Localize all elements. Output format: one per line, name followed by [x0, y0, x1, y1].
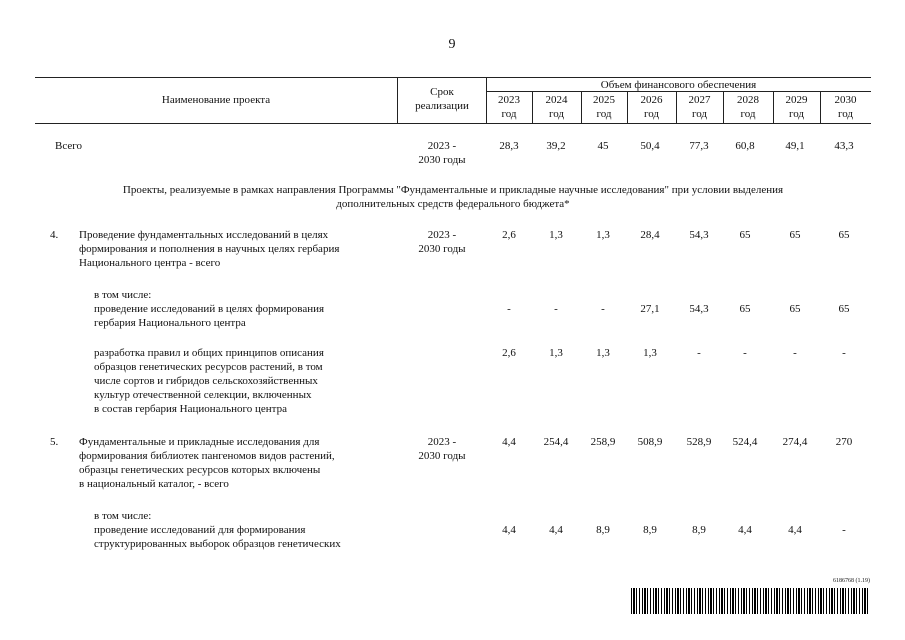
row-value: 1,3	[549, 229, 563, 241]
row-value: 4,4	[549, 524, 563, 536]
row-value: 2,6	[502, 229, 516, 241]
row-number: 5.	[50, 436, 59, 448]
row-value: -	[793, 347, 797, 359]
header-year: 2026 год	[640, 94, 663, 120]
header-year: 2025 год	[593, 94, 615, 120]
barcode-code: 6186768 (1.19)	[833, 578, 870, 584]
row-value: 27,1	[640, 303, 660, 315]
header-year: 2030 год	[834, 94, 857, 120]
header-year: 2027 год	[688, 94, 711, 120]
row-value: 8,9	[596, 524, 610, 536]
header-divider	[397, 77, 398, 123]
header-year: 2028 год	[737, 94, 759, 120]
row-description: Фундаментальные и прикладные исследования для формирования библиотек пангеномов видов растений, образцы генетических ресурсов которых включены в национальный каталог, - всего	[79, 436, 335, 490]
row-value: 270	[835, 436, 853, 448]
header-year: 2023 год	[498, 94, 520, 120]
row-value: 65	[739, 229, 751, 241]
row-value: 1,3	[596, 229, 610, 241]
row-value: 54,3	[689, 229, 709, 241]
row-value: 1,3	[643, 347, 657, 359]
total-value: 60,8	[735, 140, 755, 152]
row-value: -	[743, 347, 747, 359]
header-term: Срок реализации	[415, 86, 469, 112]
barcode-image	[631, 588, 869, 614]
row-value: 524,4	[732, 436, 758, 448]
row-value: 65	[789, 303, 801, 315]
row-value: 2,6	[502, 347, 516, 359]
total-value: 43,3	[834, 140, 854, 152]
row-value: 65	[838, 229, 850, 241]
row-value: -	[842, 347, 846, 359]
total-value: 49,1	[785, 140, 805, 152]
row-value: 8,9	[643, 524, 657, 536]
row-value: -	[697, 347, 701, 359]
row-value: -	[554, 303, 558, 315]
row-value: 8,9	[692, 524, 706, 536]
header-year: 2029 год	[785, 94, 808, 120]
row-value: 254,4	[543, 436, 569, 448]
row-term: 2023 - 2030 годы	[418, 436, 466, 462]
total-value: 77,3	[689, 140, 709, 152]
row-value: 65	[838, 303, 850, 315]
total-term: 2023 - 2030 годы	[418, 140, 466, 166]
row-description: в том числе: проведение исследований в целях формирования гербария Национального центра	[94, 289, 325, 329]
row-value: 1,3	[596, 347, 610, 359]
section-title: Проекты, реализуемые в рамках направления Программы "Фундаментальные и прикладные научные исследования" при условии выделения дополнительных средств федерального бюджета*	[122, 184, 784, 210]
header-bottom-rule	[35, 123, 871, 124]
row-value: 65	[789, 229, 801, 241]
header-year: 2024 год	[545, 94, 568, 120]
row-value: 54,3	[689, 303, 709, 315]
row-value: -	[601, 303, 605, 315]
row-value: 1,3	[549, 347, 563, 359]
row-description: в том числе: проведение исследований для формирования структурированных выборок образцов генетических	[94, 510, 341, 550]
row-value: 65	[739, 303, 751, 315]
row-value: -	[507, 303, 511, 315]
total-value: 50,4	[640, 140, 660, 152]
row-value: 4,4	[502, 524, 516, 536]
row-value: 508,9	[637, 436, 663, 448]
row-value: 4,4	[738, 524, 752, 536]
header-funding: Объем финансового обеспечения	[600, 79, 757, 91]
row-value: 274,4	[782, 436, 808, 448]
row-value: 4,4	[788, 524, 802, 536]
row-value: 528,9	[686, 436, 712, 448]
row-description: Проведение фундаментальных исследований в целях формирования и пополнения в научных целях гербария Национального центра - всего	[79, 229, 340, 269]
total-label: Всего	[55, 140, 82, 152]
row-value: 258,9	[590, 436, 616, 448]
total-value: 39,2	[546, 140, 566, 152]
row-description: разработка правил и общих принципов описания образцов генетических ресурсов растений, в том числе сортов и гибридов сельскохозяйственных культур отечественной селекции, включенных в состав гербария Национального центра	[94, 347, 324, 415]
row-number: 4.	[50, 229, 59, 241]
total-value: 28,3	[499, 140, 519, 152]
row-value: 28,4	[640, 229, 660, 241]
page-number: 9	[448, 37, 456, 52]
row-term: 2023 - 2030 годы	[418, 229, 466, 255]
row-value: 4,4	[502, 436, 516, 448]
header-project-name: Наименование проекта	[161, 94, 271, 106]
total-value: 45	[597, 140, 609, 152]
row-value: -	[842, 524, 846, 536]
